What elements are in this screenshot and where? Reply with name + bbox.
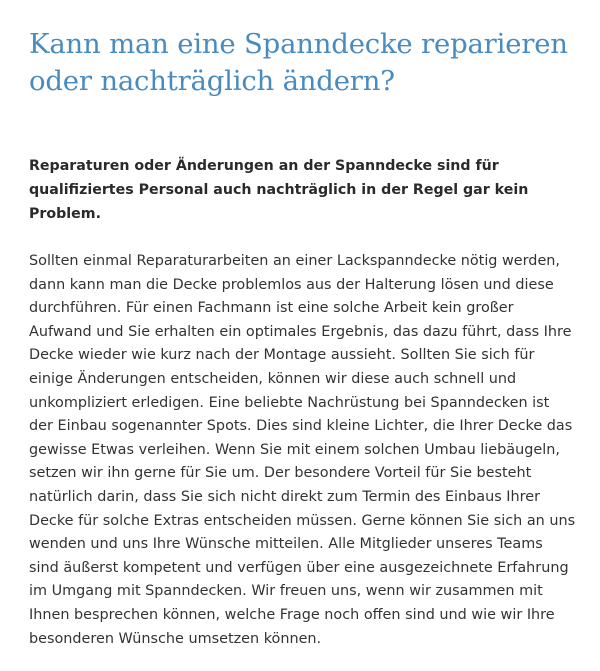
article-body: Sollten einmal Reparaturarbeiten an einer Lackspanndecke nötig werden, dann kann man die Decke problemlos aus der Halterung lösen und diese durchführen. Für einen Fachmann ist eine solche Arbeit kein großer Aufwand und Sie erhalten ein optimales Ergebnis, das dazu führt, dass Ihre Decke wieder wie kurz nach der Montage aussieht. Sollten Sie sich für einige Änderungen entscheiden, können wir diese auch schnell und unkompliziert erledigen. Eine beliebte Nachrüstung bei Spanndecken ist der Einbau sogenannter Spots. Dies sind kleine Lichter, die Ihrer Decke das gewisse Etwas verleihen. Wenn Sie mit einem solchen Umbau liebäugeln, setzen wir ihn gerne für Sie um. Der besondere Vorteil für Sie besteht natürlich darin, dass Sie sich nicht direkt zum Termin des Einbaus Ihrer Decke für solche Extras entscheiden müssen. Gerne können Sie sich an uns wenden und uns Ihre Wünsche mitteilen. Alle Mitglieder unseres Teams sind äußerst kompetent und verfügen über eine ausgezeichnete Erfahrung im Umgang mit Spanndecken. Wir freuen uns, wenn wir zusammen mit Ihnen besprechen können, welche Frage noch offen sind und wie wir Ihre besonderen Wünsche umsetzen können. bbox=[29, 253, 576, 647]
article bbox=[29, 26, 577, 651]
article-title: Kann man eine Spanndecke reparieren oder nachträglich ändern? bbox=[29, 28, 568, 97]
article-lead: Reparaturen oder Änderungen an der Spanndecke sind für qualifiziertes Personal auch nachträglich in der Regel gar kein Problem. bbox=[29, 158, 529, 222]
